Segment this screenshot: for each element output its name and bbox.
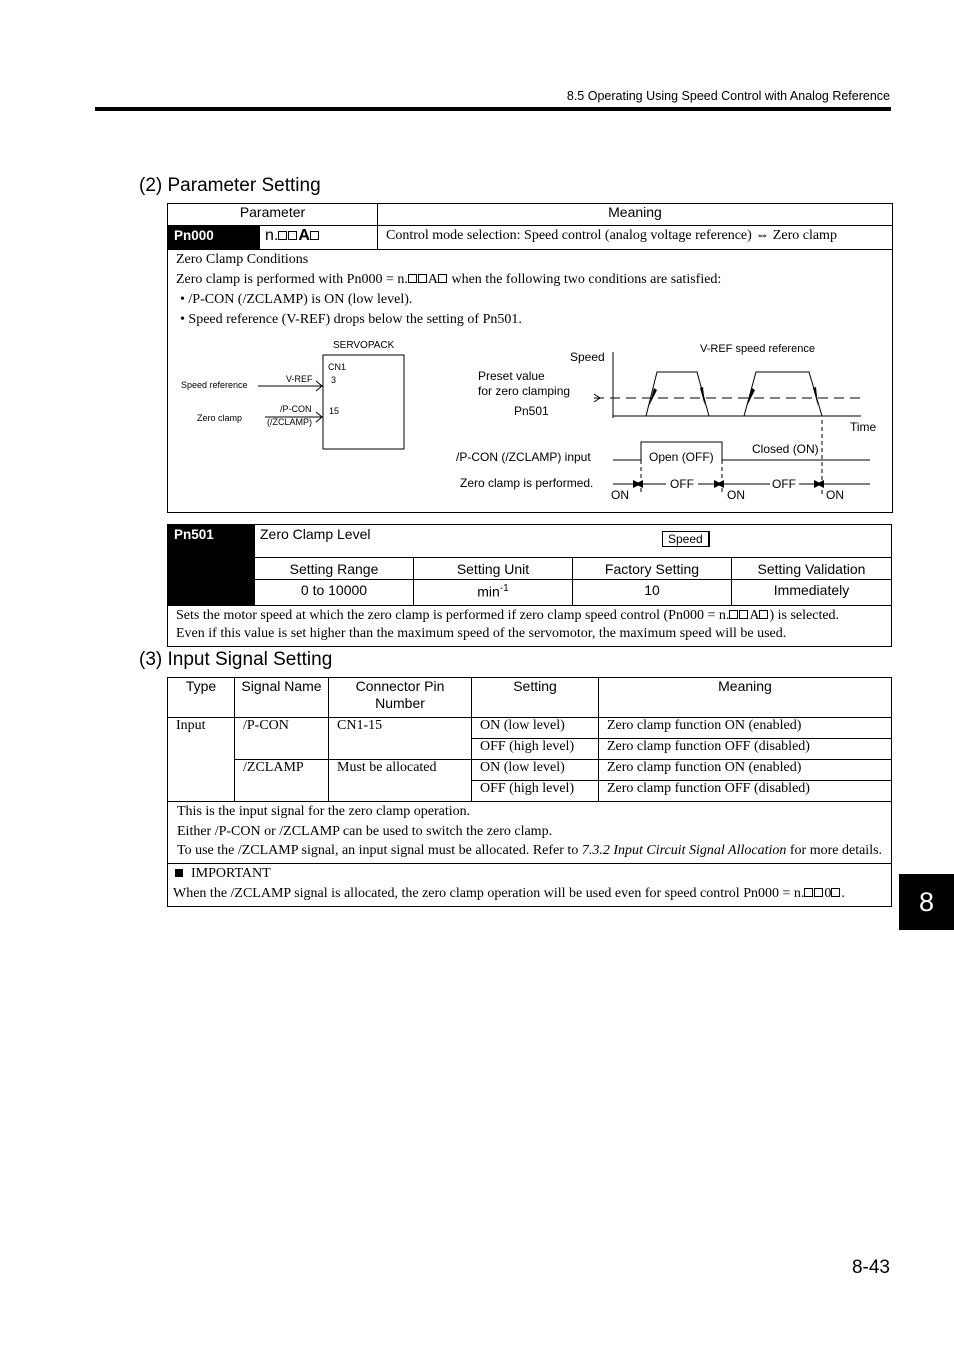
chapter-tab: 8 <box>899 874 954 930</box>
state-off-2: OFF <box>772 477 796 491</box>
running-header: 8.5 Operating Using Speed Control with Analog Reference <box>566 89 890 103</box>
pcon-meaning-off: Zero clamp function OFF (disabled) <box>599 739 892 760</box>
setting-unit-value: $\min^{-1}$ <box>414 580 573 606</box>
time-axis-label: Time <box>850 420 877 434</box>
pcon-setting-off: OFF (high level) <box>472 739 599 760</box>
state-on-3: ON <box>826 488 844 502</box>
pcon-setting-on: ON (low level) <box>472 718 599 739</box>
preset-zero-clamping-label: for zero clamping <box>478 384 571 398</box>
speed-badge: Speed <box>662 531 710 547</box>
digit-box-icon <box>814 888 823 897</box>
note-line-3: To use the /ZCLAMP signal, an input signal must be allocated. Refer to 7.3.2 Input Circuit Signal Allocation for more details. <box>177 843 883 858</box>
digit-box-icon <box>804 888 813 897</box>
signal-pcon: /P-CON <box>235 718 329 760</box>
header-setting-unit: Setting Unit <box>414 558 573 580</box>
header-factory-setting: Factory Setting <box>573 558 732 580</box>
cn1-label: CN1 <box>328 362 347 372</box>
digit-box-icon <box>438 274 447 283</box>
ramp-up-arrow-icon <box>649 388 657 406</box>
input-signal-table <box>167 677 892 907</box>
page-number: 8-43 <box>851 1257 890 1278</box>
parameter-table-pn501 <box>167 524 892 647</box>
pcon-label: /P-CON <box>280 404 312 414</box>
important-note <box>168 864 892 907</box>
state-on-2: ON <box>727 488 745 502</box>
header-type: Type <box>168 678 235 718</box>
digit-box-icon <box>739 610 748 619</box>
header-parameter: Parameter <box>168 204 378 226</box>
digit-box-icon <box>310 231 319 240</box>
pn501-label: Pn501 <box>514 404 549 418</box>
zclamp-meaning-off: Zero clamp function OFF (disabled) <box>599 781 892 802</box>
pn501-desc-line-2: Even if this value is set higher than the maximum speed of the servomotor, the maximum speed will be used. <box>176 626 787 641</box>
pn000-meaning: Control mode selection: Speed control (analog voltage reference) ⇔ Zero clamp <box>378 226 893 250</box>
pin-3-label: 3 <box>331 375 337 385</box>
condition-bullet-2: • Speed reference (V-REF) drops below the setting of Pn501. <box>180 312 522 327</box>
digit-box-icon <box>831 888 840 897</box>
digit-box-icon <box>729 610 738 619</box>
open-off-label: Open (OFF) <box>649 450 714 464</box>
pcon-input-label: /P-CON (/ZCLAMP) input <box>456 450 591 464</box>
digit-box-icon <box>759 610 768 619</box>
important-heading: IMPORTANT <box>173 864 891 884</box>
digit-box-icon <box>418 274 427 283</box>
zero-clamp-timing-diagram <box>176 330 892 512</box>
zero-clamp-label: Zero clamp <box>197 413 243 423</box>
header-meaning: Meaning <box>378 204 893 226</box>
param-pn501: Pn501 <box>168 525 255 606</box>
header-signal-name: Signal Name <box>235 678 329 718</box>
header-setting-validation: Setting Validation <box>732 558 892 580</box>
zclamp-setting-on: ON (low level) <box>472 760 599 781</box>
header-connector-pin: Connector Pin Number <box>329 678 472 718</box>
setting-validation-value: Immediately <box>732 580 892 606</box>
condition-bullet-1: • /P-CON (/ZCLAMP) is ON (low level). <box>180 292 413 307</box>
digit-box-icon <box>288 231 297 240</box>
header-rule <box>95 107 891 111</box>
zero-clamp-performed-label: Zero clamp is performed. <box>460 476 594 490</box>
pn501-desc-line-1: Sets the motor speed at which the zero clamp is performed if zero clamp speed control (Pn000 = n. A ) is selected. <box>176 608 840 623</box>
note-line-2: Either /P-CON or /ZCLAMP can be used to switch the zero clamp. <box>177 824 553 839</box>
note-line-1: This is the input signal for the zero clamp operation. <box>177 804 471 819</box>
important-text: When the /ZCLAMP signal is allocated, the zero clamp operation will be used even for speed control Pn000 = n. 0 . <box>173 886 845 901</box>
zero-clamp-conditions <box>168 250 893 513</box>
ramp-down-arrow-icon <box>700 387 705 406</box>
vref-speed-reference-label: V-REF speed reference <box>700 343 815 355</box>
pcon-meaning-on: Zero clamp function ON (enabled) <box>599 718 892 739</box>
digit-box-icon <box>278 231 287 240</box>
connector-cn1-15: CN1-15 <box>329 718 472 760</box>
speed-pulse-2 <box>744 372 822 416</box>
preset-value-label: Preset value <box>478 369 545 383</box>
state-off-1: OFF <box>670 477 694 491</box>
pn501-name-cell <box>255 525 892 558</box>
factory-setting-value: 10 <box>573 580 732 606</box>
setting-range-value: 0 to 10000 <box>255 580 414 606</box>
type-input: Input <box>168 718 235 802</box>
conditions-title: Zero Clamp Conditions <box>176 252 309 267</box>
section-title-parameter-setting: (2) Parameter Setting <box>139 175 321 196</box>
speed-pulse-1 <box>646 372 709 416</box>
section-reference-link[interactable]: 7.3.2 Input Circuit Signal Allocation <box>581 843 787 858</box>
square-bullet-icon <box>175 869 183 877</box>
closed-on-label: Closed (ON) <box>752 442 819 456</box>
section-title-input-signal-setting: (3) Input Signal Setting <box>139 649 333 670</box>
speed-axis-label: Speed <box>570 350 605 364</box>
conditions-line: Zero clamp is performed with Pn000 = n. A when the following two conditions are satisfied: <box>176 272 722 287</box>
pn000-value: n. A <box>260 226 378 250</box>
zclamp-setting-off: OFF (high level) <box>472 781 599 802</box>
input-signal-notes <box>168 802 892 864</box>
header-meaning: Meaning <box>599 678 892 718</box>
pn501-description <box>168 606 892 647</box>
pn501-name: Zero Clamp Level <box>260 526 371 542</box>
zclamp-signal-label: (/ZCLAMP) <box>267 417 312 427</box>
zclamp-meaning-on: Zero clamp function ON (enabled) <box>599 760 892 781</box>
speed-reference-label: Speed reference <box>181 380 248 390</box>
state-on-1: ON <box>611 488 629 502</box>
signal-zclamp: /ZCLAMP <box>235 760 329 802</box>
ramp-down-arrow-icon <box>813 387 818 406</box>
vref-label: V-REF <box>286 374 313 384</box>
parameter-table-pn000 <box>167 203 893 513</box>
header-setting: Setting <box>472 678 599 718</box>
pin-15-label: 15 <box>329 406 340 416</box>
servopack-label: SERVOPACK <box>333 340 395 351</box>
connector-must-be-allocated: Must be allocated <box>329 760 472 802</box>
header-setting-range: Setting Range <box>255 558 414 580</box>
param-pn000: Pn000 <box>168 226 261 250</box>
digit-box-icon <box>408 274 417 283</box>
